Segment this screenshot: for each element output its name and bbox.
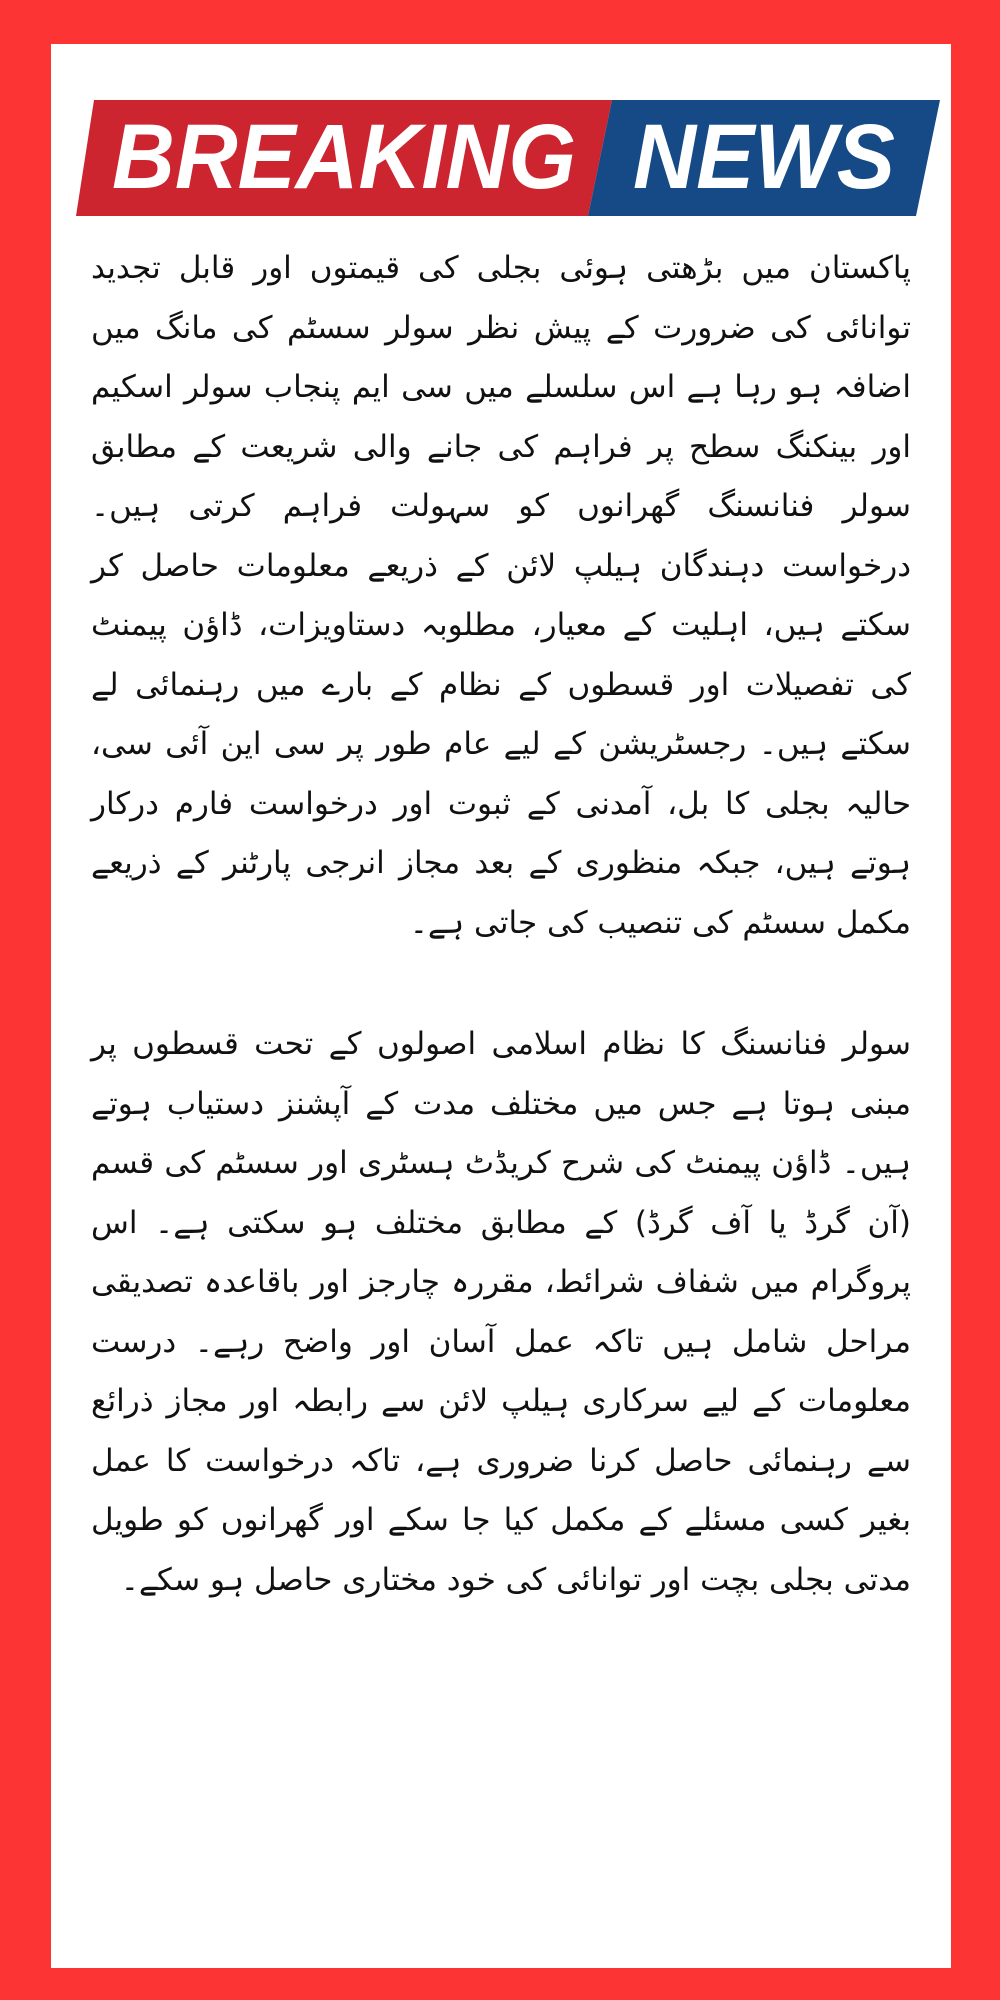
banner-word-breaking: BREAKING: [112, 106, 576, 208]
news-card: [51, 44, 951, 1968]
banner-word-news: NEWS: [633, 106, 895, 208]
article-paragraph-2: سولر فنانسنگ کا نظام اسلامی اصولوں کے تحت قسطوں پر مبنی ہوتا ہے جس میں مختلف مدت کے آپشنز دستیاب ہوتے ہیں۔ ڈاؤن پیمنٹ کی شرح کریڈٹ ہسٹری اور سسٹم کی قسم (آن گرڈ یا آف گرڈ) کے مطابق مختلف ہو سکتی ہے۔ اس پروگرام میں شفاف شرائط، مقررہ چارجز اور باقاعدہ تصدیقی مراحل شامل ہیں تاکہ عمل آسان اور واضح رہے۔ درست معلومات کے لیے سرکاری ہیلپ لائن سے رابطہ اور مجاز ذرائع سے رہنمائی حاصل کرنا ضروری ہے، تاکہ درخواست کا عمل بغیر کسی مسئلے کے مکمل کیا جا سکے اور گھرانوں کو طویل مدتی بجلی بچت اور توانائی کی خود مختاری حاصل ہو سکے۔: [91, 1026, 911, 1598]
article-paragraph-1: پاکستان میں بڑھتی ہوئی بجلی کی قیمتوں اور قابل تجدید توانائی کی ضرورت کے پیش نظر سولر سسٹم کی مانگ میں اضافہ ہو رہا ہے اس سلسلے میں سی ایم پنجاب سولر اسکیم اور بینکنگ سطح پر فراہم کی جانے والی شریعت کے مطابق سولر فنانسنگ گھرانوں کو سہولت فراہم کرتی ہیں۔ درخواست دہندگان ہیلپ لائن کے ذریعے معلومات حاصل کر سکتے ہیں، اہلیت کے معیار، مطلوبہ دستاویزات، ڈاؤن پیمنٹ کی تفصیلات اور قسطوں کے نظام کے بارے میں رہنمائی لے سکتے ہیں۔ رجسٹریشن کے لیے عام طور پر سی این آئی سی، حالیہ بجلی کا بل، آمدنی کے ثبوت اور درخواست فارم درکار ہوتے ہیں، جبکہ منظوری کے بعد مجاز انرجی پارٹنر کے ذریعے مکمل سسٹم کی تنصیب کی جاتی ہے۔: [91, 250, 911, 941]
breaking-news-banner: [76, 100, 940, 216]
article-body: [91, 239, 911, 1610]
breaking-news-graphic: [76, 100, 940, 216]
